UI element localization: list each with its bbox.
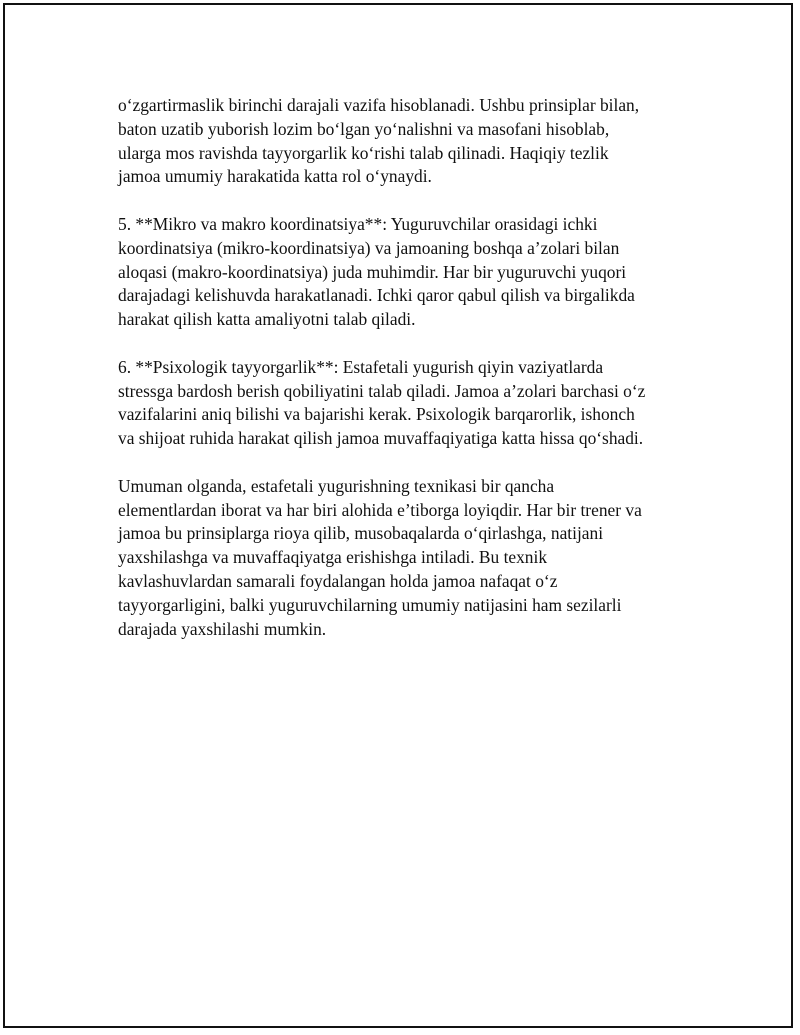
document-body	[118, 94, 688, 665]
paragraph-micro-macro-coordination: 5. **Mikro va makro koordinatsiya**: Yuguruvchilar orasidagi ichki koordinatsiya (mikro-koordinatsiya) va jamoaning boshqa a’zolari bilan aloqasi (makro-koordinatsiya) juda muhimdir. Har bir yuguruvchi yuqori darajadagi kelishuvda harakatlanadi. Ichki qaror qabul qilish va birgalikda harakat qilish katta amaliyotni talab qiladi.	[118, 213, 635, 330]
paragraph-conclusion: Umuman olganda, estafetali yugurishning texnikasi bir qancha elementlardan iborat va har biri alohida e’tiborga loyiqdir. Har bir trener va jamoa bu prinsiplarga rioya qilib, musobaqalarda o‘qirlashga, natijani yaxshilashga va muvaffaqiyatga erishishga intiladi. Bu texnik kavlashuvlardan samarali foydalangan holda jamoa nafaqat o‘z tayyorgarligini, balki yuguruvchilarning umumiy natijasini ham sezilarli darajada yaxshilashi mumkin.	[118, 475, 642, 639]
paragraph-speed-continuation: o‘zgartirmaslik birinchi darajali vazifa hisoblanadi. Ushbu prinsiplar bilan, baton uzatib yuborish lozim bo‘lgan yo‘nalishni va masofani hisoblab, ularga mos ravishda tayyorgarlik ko‘rishi talab qilinadi. Haqiqiy tezlik jamoa umumiy harakatida katta rol o‘ynaydi.	[118, 95, 640, 187]
paragraph-psychological-preparation: 6. **Psixologik tayyorgarlik**: Estafetali yugurish qiyin vaziyatlarda stressga bardosh berish qobiliyatini talab qiladi. Jamoa a’zolari barchasi o‘z vazifalarini aniq bilishi va bajarishi kerak. Psixologik barqarorlik, ishonch va shijoat ruhida harakat qilish jamoa muvaffaqiyatiga katta hissa qo‘shadi.	[118, 356, 646, 449]
